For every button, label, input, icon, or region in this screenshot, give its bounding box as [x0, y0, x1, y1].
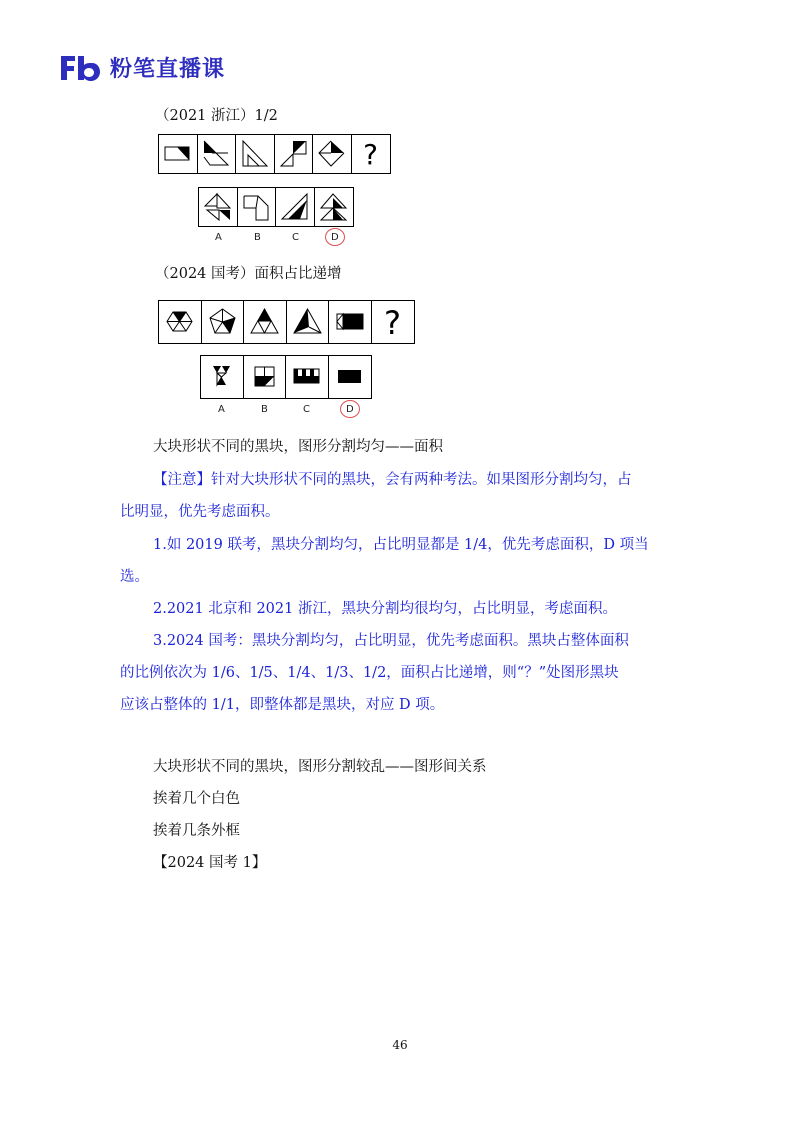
- brand-logo: [58, 52, 225, 83]
- q2-label-a: A: [218, 404, 225, 415]
- q2-option-d: [328, 355, 372, 399]
- q2-cell-4: [286, 300, 330, 344]
- q2-label-b: B: [261, 404, 268, 415]
- item1-line-2: 选。: [120, 569, 149, 585]
- q1-question-cell: [351, 134, 391, 174]
- question-mark-2: ?: [383, 304, 401, 342]
- q2-question-cell: [371, 300, 415, 344]
- item2: 2.2021 北京和 2021 浙江，黑块分割均很均匀，占比明显，考虑面积。: [153, 601, 617, 617]
- page-number: 46: [392, 1038, 408, 1052]
- q2-label-c: C: [303, 404, 310, 415]
- q1-label-d: D: [331, 232, 339, 243]
- answer-circle-2: [340, 400, 360, 418]
- q2-option-c: [285, 355, 329, 399]
- item3-line-2: 的比例依次为 1/6、1/5、1/4、1/3、1/2，面积占比递增，则“？”处图形黑块: [120, 665, 619, 681]
- para-area-method: 大块形状不同的黑块，图形分割均匀——面积: [153, 439, 443, 455]
- q1-cell-4: [274, 134, 314, 174]
- note-line-2: 比明显，优先考虑面积。: [120, 504, 280, 520]
- note-tag: 【注意】: [153, 472, 211, 488]
- q1-label-a: A: [215, 232, 222, 243]
- q1-cell-1: [158, 134, 198, 174]
- q1-label-b: B: [254, 232, 261, 243]
- q2-option-a: [200, 355, 244, 399]
- para-example-tag: 【2024 国考 1】: [153, 855, 267, 871]
- q2-cell-3: [243, 300, 287, 344]
- q1-option-b: [237, 187, 277, 227]
- q1-option-a: [198, 187, 238, 227]
- q2-cell-2: [201, 300, 245, 344]
- q1-label-c: C: [292, 232, 299, 243]
- q1-cell-3: [235, 134, 275, 174]
- brand-name: 粉笔直播课: [110, 57, 226, 82]
- question-mark: ?: [362, 138, 378, 171]
- q2-cell-5: [328, 300, 372, 344]
- item3-line-1: 3.2024 国考：黑块分割均匀，占比明显，优先考虑面积。黑块占整体面积: [153, 633, 629, 649]
- para-adjacent-border: 挨着几条外框: [153, 823, 240, 839]
- q2-label-d: D: [346, 404, 354, 415]
- note-line-1: [153, 470, 632, 490]
- q1-option-c: [275, 187, 315, 227]
- section1-title: （2021 浙江）1/2: [155, 108, 278, 124]
- item3-line-3: 应该占整体的 1/1，即整体都是黑块，对应 D 项。: [120, 697, 445, 713]
- q1-cell-5: [312, 134, 352, 174]
- fb-logo-icon: [58, 53, 102, 83]
- q1-option-d: [314, 187, 354, 227]
- answer-circle: [325, 228, 345, 246]
- q2-cell-1: [158, 300, 202, 344]
- item1-line-1: 1.如 2019 联考，黑块分割均匀，占比明显都是 1/4，优先考虑面积，D 项当: [153, 537, 649, 553]
- para-relation-method: 大块形状不同的黑块，图形分割较乱——图形间关系: [153, 759, 487, 775]
- section2-title: （2024 国考）面积占比递增: [155, 266, 342, 282]
- q1-cell-2: [197, 134, 237, 174]
- para-adjacent-white: 挨着几个白色: [153, 791, 240, 807]
- note-text-1: 针对大块形状不同的黑块，会有两种考法。如果图形分割均匀，占: [211, 472, 632, 488]
- q2-option-b: [243, 355, 287, 399]
